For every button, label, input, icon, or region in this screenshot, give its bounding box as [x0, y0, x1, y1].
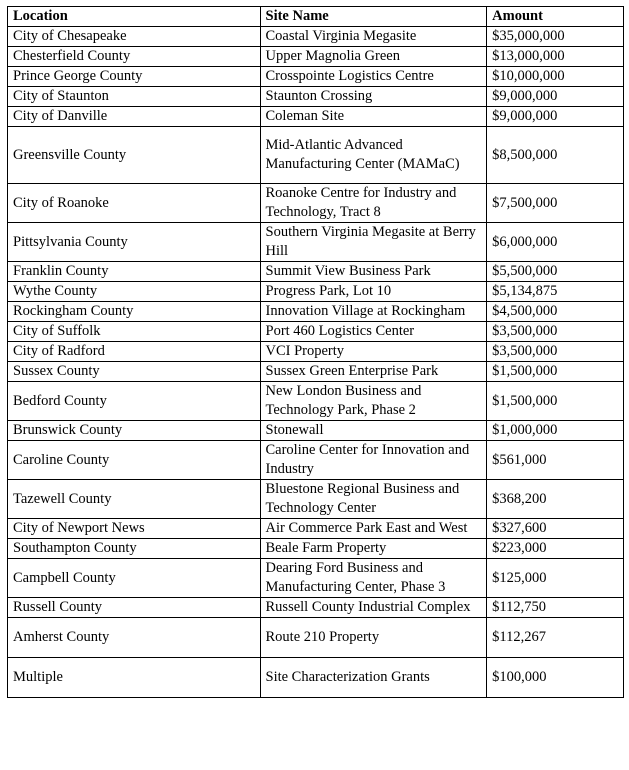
cell-location: City of Danville — [8, 107, 261, 127]
table-row — [8, 618, 624, 658]
cell-amount: $561,000 — [487, 441, 624, 480]
cell-location: Caroline County — [8, 441, 261, 480]
cell-site-name: Coleman Site — [260, 107, 487, 127]
cell-site-name: VCI Property — [260, 342, 487, 362]
table-row — [8, 658, 624, 698]
cell-amount: $6,000,000 — [487, 223, 624, 262]
cell-amount: $3,500,000 — [487, 342, 624, 362]
cell-site-name: Dearing Ford Business and Manufacturing Center, Phase 3 — [260, 559, 487, 598]
table-row — [8, 87, 624, 107]
cell-site-name: New London Business and Technology Park, Phase 2 — [260, 382, 487, 421]
cell-site-name: Beale Farm Property — [260, 539, 487, 559]
cell-amount: $1,500,000 — [487, 382, 624, 421]
table-row — [8, 127, 624, 184]
cell-site-name: Bluestone Regional Business and Technology Center — [260, 480, 487, 519]
table-row — [8, 27, 624, 47]
cell-amount: $1,500,000 — [487, 362, 624, 382]
table-row — [8, 539, 624, 559]
cell-amount: $368,200 — [487, 480, 624, 519]
cell-amount: $9,000,000 — [487, 87, 624, 107]
cell-site-name: Staunton Crossing — [260, 87, 487, 107]
table-row — [8, 382, 624, 421]
cell-site-name: Summit View Business Park — [260, 262, 487, 282]
cell-amount: $3,500,000 — [487, 322, 624, 342]
cell-amount: $9,000,000 — [487, 107, 624, 127]
cell-site-name: Progress Park, Lot 10 — [260, 282, 487, 302]
cell-site-name: Mid-Atlantic Advanced Manufacturing Center (MAMaC) — [260, 127, 487, 184]
cell-site-name: Roanoke Centre for Industry and Technology, Tract 8 — [260, 184, 487, 223]
cell-location: City of Suffolk — [8, 322, 261, 342]
cell-site-name: Crosspointe Logistics Centre — [260, 67, 487, 87]
cell-location: Greensville County — [8, 127, 261, 184]
cell-amount: $5,134,875 — [487, 282, 624, 302]
cell-location: Amherst County — [8, 618, 261, 658]
table-row — [8, 559, 624, 598]
table-row — [8, 262, 624, 282]
grants-table — [7, 6, 624, 698]
cell-site-name: Russell County Industrial Complex — [260, 598, 487, 618]
cell-site-name: Upper Magnolia Green — [260, 47, 487, 67]
cell-amount: $35,000,000 — [487, 27, 624, 47]
table-row — [8, 67, 624, 87]
cell-site-name: Air Commerce Park East and West — [260, 519, 487, 539]
table-row — [8, 47, 624, 67]
cell-site-name: Sussex Green Enterprise Park — [260, 362, 487, 382]
table-row — [8, 519, 624, 539]
table-row — [8, 107, 624, 127]
cell-location: Wythe County — [8, 282, 261, 302]
table-row — [8, 480, 624, 519]
cell-site-name: Stonewall — [260, 421, 487, 441]
cell-location: City of Newport News — [8, 519, 261, 539]
cell-amount: $125,000 — [487, 559, 624, 598]
table-row — [8, 282, 624, 302]
cell-amount: $112,750 — [487, 598, 624, 618]
cell-amount: $100,000 — [487, 658, 624, 698]
cell-location: Brunswick County — [8, 421, 261, 441]
cell-site-name: Route 210 Property — [260, 618, 487, 658]
table-row — [8, 362, 624, 382]
header-location: Location — [8, 7, 261, 27]
cell-site-name: Caroline Center for Innovation and Industry — [260, 441, 487, 480]
table-row — [8, 598, 624, 618]
cell-amount: $7,500,000 — [487, 184, 624, 223]
header-amount: Amount — [487, 7, 624, 27]
cell-amount: $1,000,000 — [487, 421, 624, 441]
cell-location: City of Staunton — [8, 87, 261, 107]
cell-location: Pittsylvania County — [8, 223, 261, 262]
cell-location: Chesterfield County — [8, 47, 261, 67]
cell-amount: $5,500,000 — [487, 262, 624, 282]
cell-location: Bedford County — [8, 382, 261, 421]
cell-location: Tazewell County — [8, 480, 261, 519]
cell-location: Multiple — [8, 658, 261, 698]
cell-location: Southampton County — [8, 539, 261, 559]
table-row — [8, 421, 624, 441]
cell-location: Russell County — [8, 598, 261, 618]
table-row — [8, 302, 624, 322]
cell-location: Sussex County — [8, 362, 261, 382]
cell-location: City of Chesapeake — [8, 27, 261, 47]
cell-site-name: Innovation Village at Rockingham — [260, 302, 487, 322]
cell-location: Rockingham County — [8, 302, 261, 322]
cell-location: Franklin County — [8, 262, 261, 282]
cell-site-name: Southern Virginia Megasite at Berry Hill — [260, 223, 487, 262]
cell-amount: $327,600 — [487, 519, 624, 539]
table-row — [8, 322, 624, 342]
cell-amount: $10,000,000 — [487, 67, 624, 87]
cell-site-name: Port 460 Logistics Center — [260, 322, 487, 342]
header-site-name: Site Name — [260, 7, 487, 27]
cell-amount: $112,267 — [487, 618, 624, 658]
cell-amount: $8,500,000 — [487, 127, 624, 184]
cell-amount: $4,500,000 — [487, 302, 624, 322]
cell-location: Campbell County — [8, 559, 261, 598]
cell-site-name: Coastal Virginia Megasite — [260, 27, 487, 47]
table-row — [8, 342, 624, 362]
cell-site-name: Site Characterization Grants — [260, 658, 487, 698]
table-row — [8, 441, 624, 480]
cell-amount: $223,000 — [487, 539, 624, 559]
cell-location: City of Radford — [8, 342, 261, 362]
cell-amount: $13,000,000 — [487, 47, 624, 67]
table-row — [8, 184, 624, 223]
cell-location: Prince George County — [8, 67, 261, 87]
cell-location: City of Roanoke — [8, 184, 261, 223]
table-row — [8, 223, 624, 262]
header-row — [8, 7, 624, 27]
